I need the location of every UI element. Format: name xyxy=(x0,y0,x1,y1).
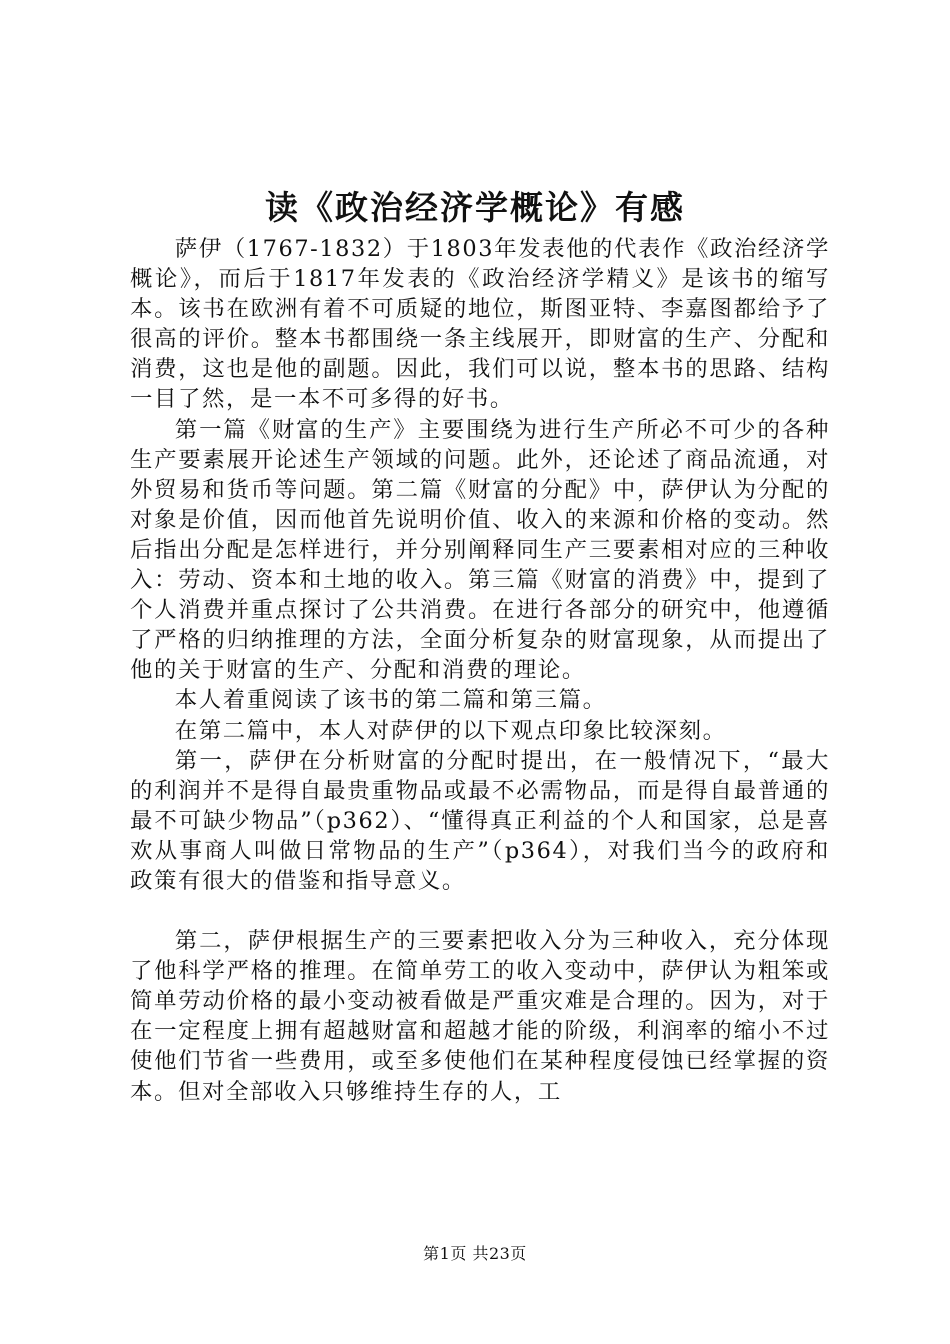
document-title: 读《政治经济学概论》有感 xyxy=(265,188,685,227)
document-body xyxy=(130,234,830,1107)
paragraph-impression: 在第二篇中，本人对萨伊的以下观点印象比较深刻。 xyxy=(174,717,727,744)
page-footer: 第1页 共23页 xyxy=(423,1244,527,1263)
paragraph-intro: 萨伊（1767-1832）于1803年发表他的代表作《政治经济学概论》，而后于1817年发表的《政治经济学精义》是该书的缩写本。该书在欧洲有着不可质疑的地位，斯图亚特、李嘉图都给予了很高的评价。整本书都围绕一条主线展开，即财富的生产、分配和消费，这也是他的副题。因此，我们可以说，整本书的思路、结构一目了然，是一本不可多得的好书。 xyxy=(130,236,830,413)
paragraph-point-two: 第二，萨伊根据生产的三要素把收入分为三种收入，充分体现了他科学严格的推理。在简单劳工的收入变动中，萨伊认为粗笨或简单劳动价格的最小变动被看做是严重灾难是合理的。因为，对于在一定程度上拥有超越财富和超越才能的阶级，利润率的缩小不过使他们节省一些费用，或至多使他们在某种程度侵蚀已经掌握的资本。但对全部收入只够维持生存的人，工 xyxy=(130,928,830,1105)
paragraph-focus: 本人着重阅读了该书的第二篇和第三篇。 xyxy=(174,687,607,714)
paragraph-point-one: 第一，萨伊在分析财富的分配时提出，在一般情况下，“最大的利润并不是得自最贵重物品或最不必需物品，而是得自最普通的最不可缺少物品”（p362）、“懂得真正利益的个人和国家，总是喜欢从事商人叫做日常物品的生产”（p364），对我们当今的政府和政策有很大的借鉴和指导意义。 xyxy=(130,747,830,894)
paragraph-summary: 第一篇《财富的生产》主要围绕为进行生产所必不可少的各种生产要素展开论述生产领域的问题。此外，还论述了商品流通，对外贸易和货币等问题。第二篇《财富的分配》中，萨伊认为分配的对象是价值，因而他首先说明价值、收入的来源和价格的变动。然后指出分配是怎样进行，并分别阐释同生产三要素相对应的三种收入：劳动、资本和土地的收入。第三篇《财富的消费》中，提到了个人消费并重点探讨了公共消费。在进行各部分的研究中，他遵循了严格的归纳推理的方法，全面分析复杂的财富现象，从而提出了他的关于财富的生产、分配和消费的理论。 xyxy=(130,416,830,684)
